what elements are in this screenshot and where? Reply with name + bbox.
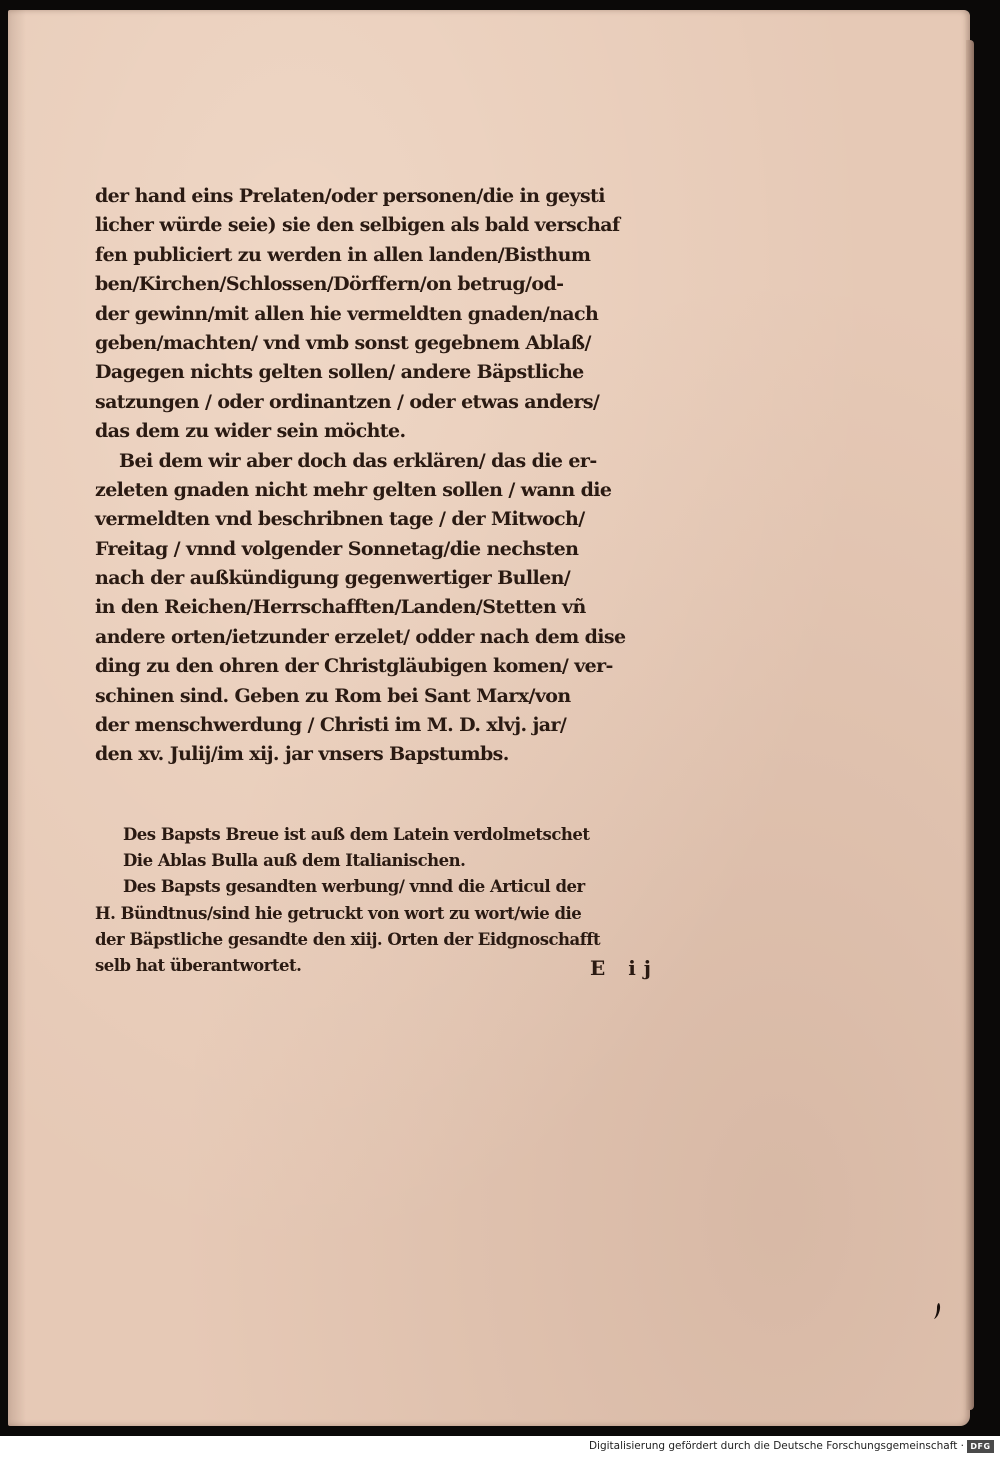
text-line: schinen sind. Geben zu Rom bei Sant Marx/von	[95, 684, 571, 707]
text-line: Freitag / vnnd volgender Sonnetag/die nechsten	[95, 537, 579, 560]
text-line: Dagegen nichts gelten sollen/ andere Bäpstliche	[95, 361, 584, 384]
text-line: licher würde seie) sie den selbigen als bald verschaf	[95, 214, 620, 237]
text-line: in den Reichen/Herrschafften/Landen/Stetten vñ	[95, 596, 586, 619]
note-line: selb hat überantwortet.	[95, 955, 302, 975]
note-line: Die Ablas Bulla auß dem Italianischen.	[123, 851, 466, 871]
text-line: vermeldten vnd beschribnen tage / der Mitwoch/	[95, 508, 585, 531]
text-line: geben/machten/ vnd vmb sonst gegebnem Ablaß/	[95, 331, 591, 354]
footer-bar	[0, 1436, 1000, 1457]
text-line: andere orten/ietzunder erzelet/ odder nach dem dise	[95, 625, 626, 648]
main-text	[95, 182, 695, 770]
text-line: fen publiciert zu werden in allen landen/Bisthum	[95, 243, 591, 266]
dfg-logo: DFG	[967, 1440, 994, 1453]
text-line: zeleten gnaden nicht mehr gelten sollen / wann die	[95, 478, 612, 501]
text-line: das dem zu wider sein möchte.	[95, 420, 406, 443]
text-line: ben/Kirchen/Schlossen/Dörffern/on betrug/od-	[95, 273, 564, 296]
text-line: Bei dem wir aber doch das erklären/ das die er-	[119, 449, 597, 472]
text-line: satzungen / oder ordinantzen / oder etwas anders/	[95, 390, 600, 413]
text-line: der gewinn/mit allen hie vermeldten gnaden/nach	[95, 302, 599, 325]
note-line: der Bäpstliche gesandte den xiij. Orten der Eidgnoschafft	[95, 929, 601, 949]
signature-mark: E ij	[590, 956, 660, 980]
text-line: der menschwerdung / Christi im M. D. xlvj. jar/	[95, 714, 567, 737]
ink-spot-icon	[934, 1302, 942, 1320]
text-line: ding zu den ohren der Christgläubigen komen/ ver-	[95, 655, 613, 678]
text-line: den xv. Julij/im xij. jar vnsers Bapstumbs.	[95, 743, 509, 766]
note-line: H. Bündtnus/sind hie getruckt von wort zu wort/wie die	[95, 903, 582, 923]
text-line: der hand eins Prelaten/oder personen/die in geysti	[95, 185, 605, 207]
note-line: Des Bapsts gesandten werbung/ vnnd die Articul der	[123, 877, 585, 897]
text-line: nach der außkündigung gegenwertiger Bullen/	[95, 567, 571, 590]
page-edge	[966, 40, 974, 1410]
note-line: Des Bapsts Breue ist auß dem Latein verdolmetschet	[123, 825, 590, 844]
funding-notice: Digitalisierung gefördert durch die Deutsche Forschungsgemeinschaft ·	[588, 1440, 964, 1452]
